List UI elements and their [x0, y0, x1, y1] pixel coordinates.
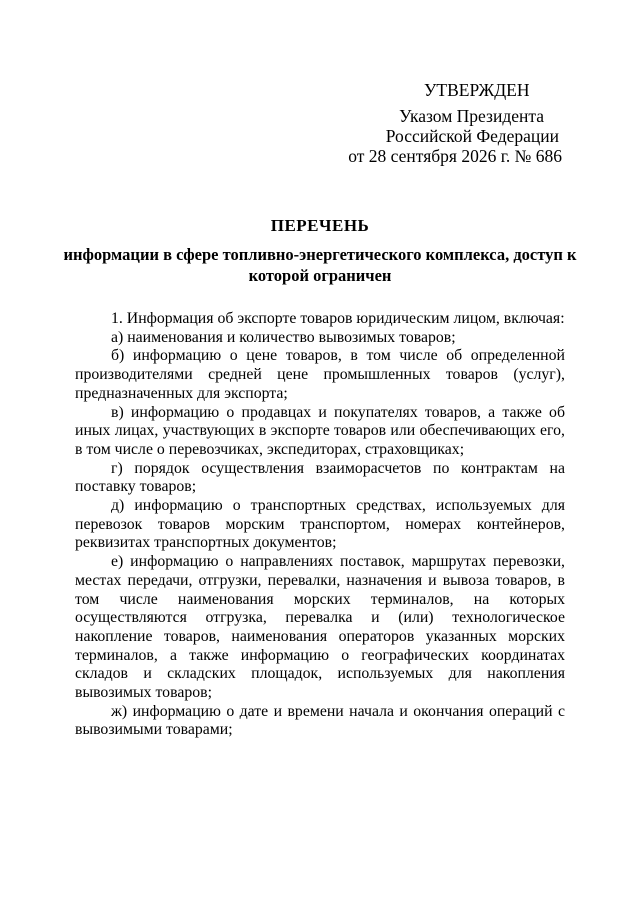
approval-line-3: от 28 сентября 2026 г. № 686	[348, 146, 562, 166]
list-item: г) порядок осуществления взаиморасчетов по контрактам на поставку товаров;	[75, 459, 565, 496]
list-item: б) информацию о цене товаров, в том числе об определенной производителями средней цене промышленных товаров (услуг), предназначенных для экспорта;	[75, 347, 565, 402]
list-item: ж) информацию о дате и времени начала и окончания операций с вывозимыми товарами;	[75, 702, 565, 739]
document-subtitle: информации в сфере топливно-энергетического комплекса, доступ к которой ограничен	[63, 245, 577, 285]
document-body	[75, 310, 565, 740]
approval-line-2: Российской Федерации	[385, 126, 559, 146]
list-item: а) наименования и количество вывозимых товаров;	[111, 328, 456, 346]
approval-block	[340, 80, 570, 166]
approval-stamp-label: УТВЕРЖДЕН	[424, 80, 530, 100]
list-item: в) информацию о продавцах и покупателях товаров, а также об иных лицах, участвующих в экспорте товаров или обеспечивающих его, в том числе о перевозчиках, экспедиторах, страховщиках;	[75, 403, 565, 458]
list-item: 1. Информация об экспорте товаров юридическим лицом, включая:	[111, 310, 565, 327]
approval-line-1: Указом Президента	[399, 106, 544, 126]
document-title: ПЕРЕЧЕНЬ	[270, 216, 370, 235]
list-item: е) информацию о направлениях поставок, маршрутах перевозки, местах передачи, отгрузки, перевалки, назначения и вывоза товаров, в том числе наименования морских терминалов, на которых осуществляются отгрузка, перевалка и (или) технологическое накопление товаров, наименования операторов указанных морских терминалов, а также информацию о географических координатах складов и складских площадок, используемых для накопления вывозимых товаров;	[75, 553, 565, 702]
list-item: д) информацию о транспортных средствах, используемых для перевозок товаров морским транспортом, номерах контейнеров, реквизитах транспортных документов;	[75, 497, 565, 552]
